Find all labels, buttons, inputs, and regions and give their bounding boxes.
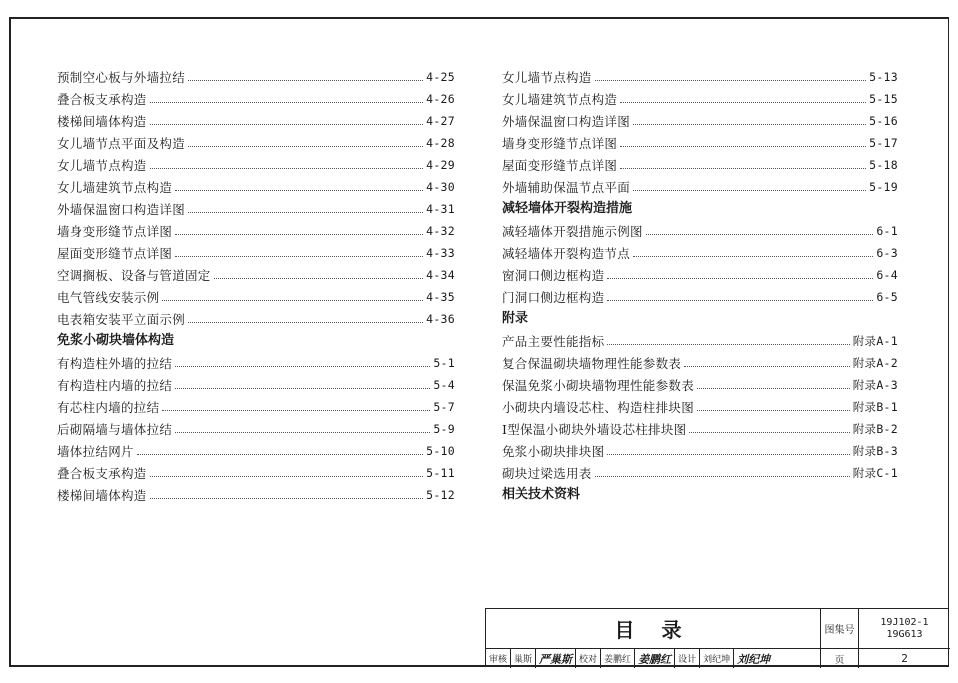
toc-entry: 外墙保温窗口构造详图 5-16 bbox=[502, 114, 898, 129]
review-name: 巢斯 bbox=[511, 649, 536, 668]
toc-entry: 减轻墙体开裂构造节点 6-3 bbox=[502, 246, 898, 261]
dot-leader bbox=[175, 190, 423, 191]
toc-entry: 有构造柱内墙的拉结 5-4 bbox=[57, 378, 455, 393]
dot-leader bbox=[175, 388, 430, 389]
check-signature: 姜鹏红 bbox=[635, 649, 675, 668]
toc-entry: 女儿墙节点平面及构造 4-28 bbox=[57, 136, 455, 151]
toc-entry: 女儿墙建筑节点构造 5-15 bbox=[502, 92, 898, 107]
dot-leader bbox=[188, 146, 423, 147]
dot-leader bbox=[188, 322, 423, 323]
dot-leader bbox=[595, 476, 850, 477]
section-heading: 附录 bbox=[502, 311, 529, 326]
design-label: 设计 bbox=[675, 649, 700, 668]
dot-leader bbox=[175, 256, 423, 257]
section-heading: 相关技术资料 bbox=[502, 487, 581, 502]
dot-leader bbox=[150, 498, 423, 499]
toc-entry: 墙身变形缝节点详图 4-32 bbox=[57, 224, 455, 239]
design-name: 刘纪坤 bbox=[700, 649, 734, 668]
dot-leader bbox=[607, 300, 873, 301]
title-block bbox=[485, 608, 949, 667]
dot-leader bbox=[162, 410, 430, 411]
dot-leader bbox=[175, 234, 423, 235]
toc-entry: I型保温小砌块外墙设芯柱排块图 附录B-2 bbox=[502, 422, 898, 437]
dot-leader bbox=[620, 168, 866, 169]
design-signature: 刘纪坤 bbox=[737, 652, 771, 666]
dot-leader bbox=[689, 432, 849, 433]
check-label: 校对 bbox=[576, 649, 601, 668]
dot-leader bbox=[188, 80, 423, 81]
dot-leader bbox=[150, 102, 423, 103]
dot-leader bbox=[697, 410, 850, 411]
toc-entry: 门洞口侧边框构造 6-5 bbox=[502, 290, 898, 305]
toc-entry: 墙身变形缝节点详图 5-17 bbox=[502, 136, 898, 151]
dot-leader bbox=[633, 256, 873, 257]
page-number: 2 bbox=[901, 652, 908, 665]
atlas-code-line2: 19G613 bbox=[886, 628, 923, 640]
toc-entry: 楼梯间墙体构造 4-27 bbox=[57, 114, 455, 129]
toc-entry: 产品主要性能指标 附录A-1 bbox=[502, 334, 898, 349]
dot-leader bbox=[646, 234, 874, 235]
dot-leader bbox=[607, 344, 849, 345]
dot-leader bbox=[633, 124, 866, 125]
dot-leader bbox=[175, 366, 430, 367]
toc-entry: 女儿墙建筑节点构造 4-30 bbox=[57, 180, 455, 195]
section-heading: 减轻墙体开裂构造措施 bbox=[502, 201, 633, 216]
check-name: 姜鹏红 bbox=[601, 649, 635, 668]
atlas-code bbox=[859, 609, 950, 649]
dot-leader bbox=[620, 102, 866, 103]
toc-entry: 保温免浆小砌块墙物理性能参数表 附录A-3 bbox=[502, 378, 898, 393]
toc-entry: 砌块过梁选用表 附录C-1 bbox=[502, 466, 898, 481]
review-label: 审核 bbox=[486, 649, 511, 668]
toc-left-column bbox=[57, 66, 455, 506]
toc-entry: 女儿墙节点构造 5-13 bbox=[502, 70, 898, 85]
dot-leader bbox=[620, 146, 866, 147]
section-heading: 免浆小砌块墙体构造 bbox=[57, 333, 175, 348]
signature-row bbox=[486, 649, 821, 668]
page-label: 页 bbox=[821, 649, 859, 668]
toc-entry: 预制空心板与外墙拉结 4-25 bbox=[57, 70, 455, 85]
dot-leader bbox=[150, 168, 423, 169]
toc-right-column bbox=[502, 66, 898, 506]
toc-entry: 外墙辅助保温节点平面 5-19 bbox=[502, 180, 898, 195]
toc-entry: 复合保温砌块墙物理性能参数表 附录A-2 bbox=[502, 356, 898, 371]
dot-leader bbox=[150, 476, 423, 477]
dot-leader bbox=[607, 454, 849, 455]
dot-leader bbox=[162, 300, 423, 301]
dot-leader bbox=[684, 366, 850, 367]
toc-entry: 空调搁板、设备与管道固定 4-34 bbox=[57, 268, 455, 283]
dot-leader bbox=[214, 278, 423, 279]
atlas-label: 图集号 bbox=[821, 609, 859, 649]
toc-entry: 叠合板支承构造 5-11 bbox=[57, 466, 455, 481]
toc-entry: 女儿墙节点构造 4-29 bbox=[57, 158, 455, 173]
toc-entry: 窗洞口侧边框构造 6-4 bbox=[502, 268, 898, 283]
toc-entry: 有构造柱外墙的拉结 5-1 bbox=[57, 356, 455, 371]
dot-leader bbox=[175, 432, 430, 433]
toc-entry: 减轻墙体开裂措施示例图 6-1 bbox=[502, 224, 898, 239]
dot-leader bbox=[188, 212, 423, 213]
toc-entry: 后砌隔墙与墙体拉结 5-9 bbox=[57, 422, 455, 437]
review-signature: 严巢斯 bbox=[536, 649, 576, 668]
toc-entry: 楼梯间墙体构造 5-12 bbox=[57, 488, 455, 503]
toc-entry: 外墙保温窗口构造详图 4-31 bbox=[57, 202, 455, 217]
toc-entry: 免浆小砌块排块图 附录B-3 bbox=[502, 444, 898, 459]
sheet-title: 目 录 bbox=[486, 609, 821, 649]
dot-leader bbox=[137, 454, 423, 455]
toc-entry: 屋面变形缝节点详图 4-33 bbox=[57, 246, 455, 261]
toc-entry: 屋面变形缝节点详图 5-18 bbox=[502, 158, 898, 173]
dot-leader bbox=[633, 190, 866, 191]
dot-leader bbox=[607, 278, 873, 279]
toc-entry: 小砌块内墙设芯柱、构造柱排块图 附录B-1 bbox=[502, 400, 898, 415]
toc-entry: 电气管线安装示例 4-35 bbox=[57, 290, 455, 305]
dot-leader bbox=[150, 124, 423, 125]
toc-entry: 墙体拉结网片 5-10 bbox=[57, 444, 455, 459]
dot-leader bbox=[697, 388, 850, 389]
toc-entry: 有芯柱内墙的拉结 5-7 bbox=[57, 400, 455, 415]
dot-leader bbox=[595, 80, 866, 81]
toc-entry: 叠合板支承构造 4-26 bbox=[57, 92, 455, 107]
atlas-code-line1: 19J102-1 bbox=[880, 616, 929, 628]
toc-entry: 电表箱安装平立面示例 4-36 bbox=[57, 312, 455, 327]
